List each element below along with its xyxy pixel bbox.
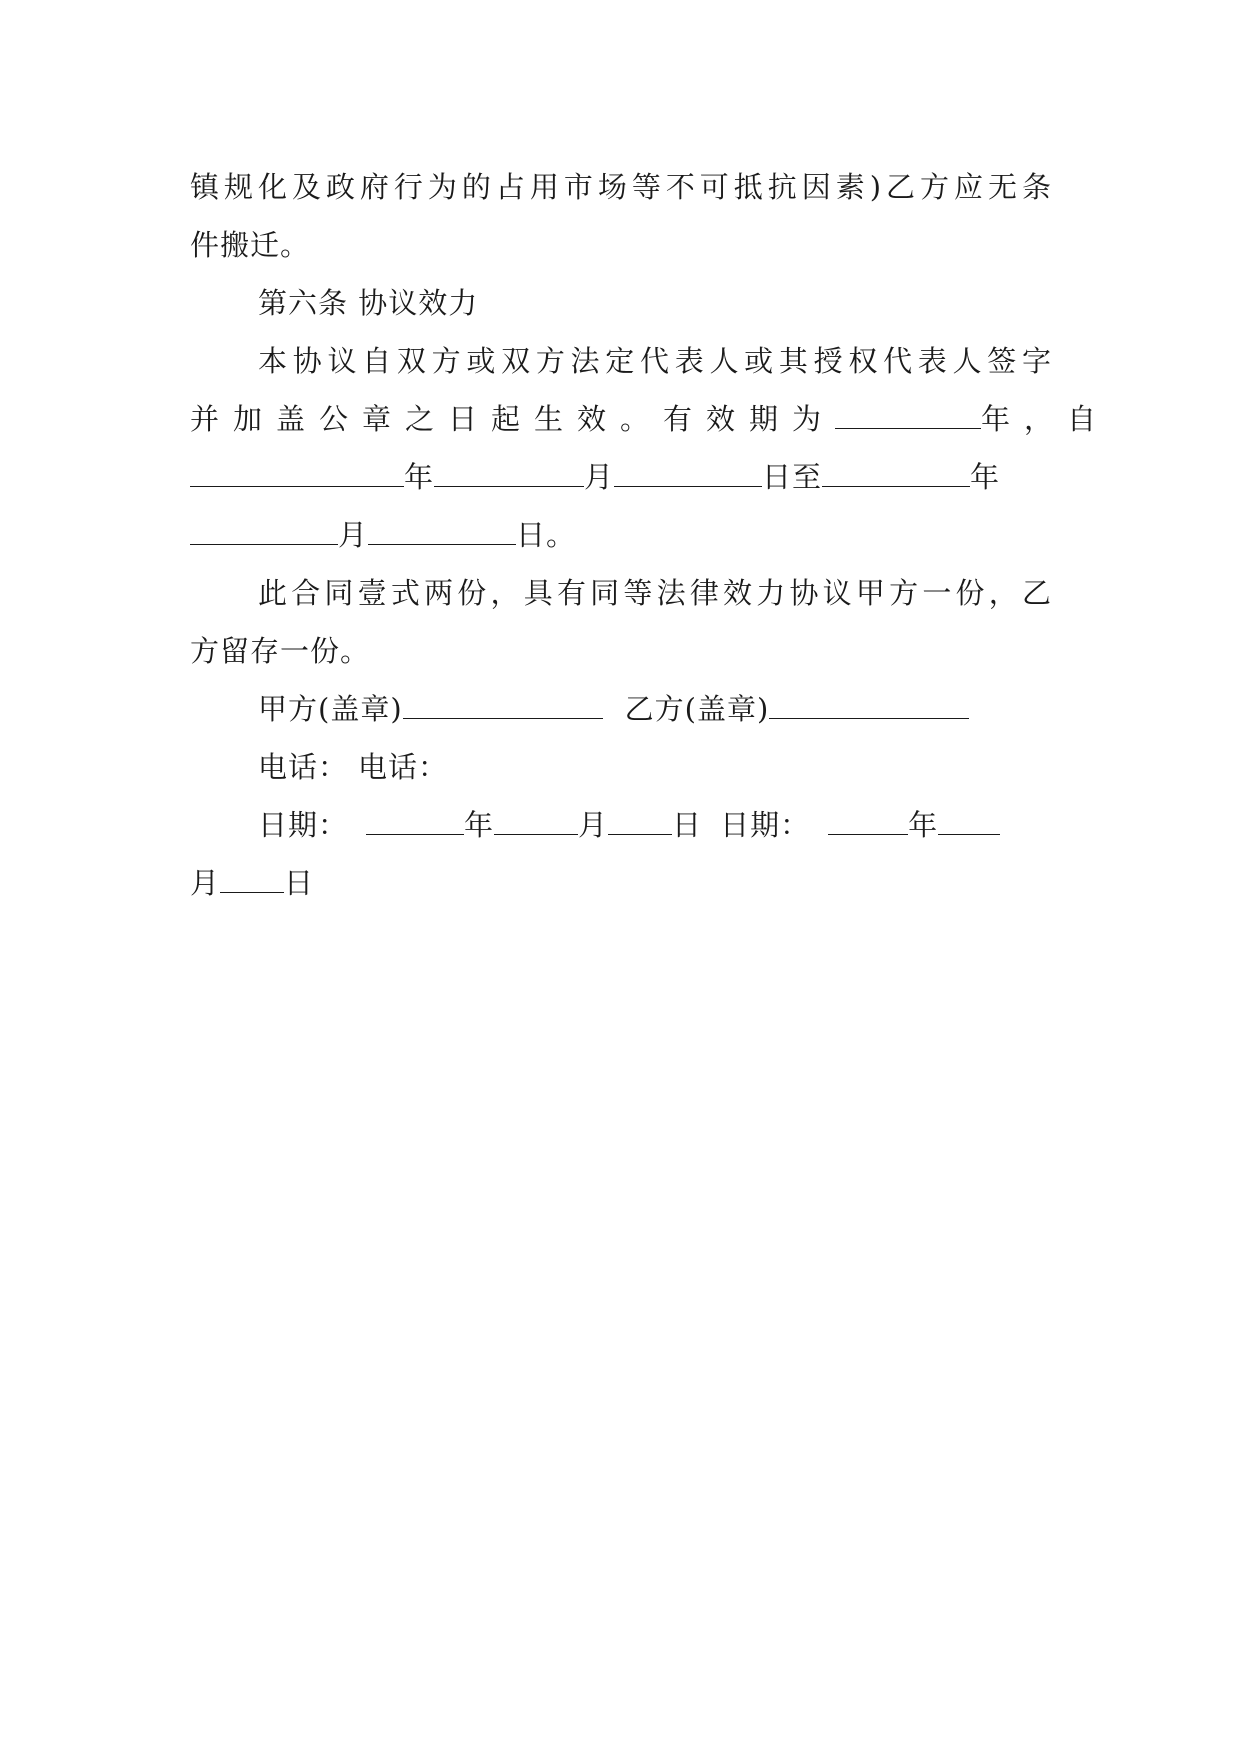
fill-in-blank [190, 464, 404, 487]
phone-a-label: 电话： [258, 750, 349, 784]
paragraph-line [190, 390, 1111, 448]
text-span: 日。 [516, 518, 577, 552]
text-span: 月 [190, 866, 221, 900]
text-span: 并加盖公章之日起生效。有效期为 [190, 402, 836, 436]
phone-b-label: 电话： [358, 750, 449, 784]
fill-in-blank [608, 812, 672, 835]
text-span: 日 [284, 866, 315, 900]
fill-in-blank [822, 464, 970, 487]
fill-in-blank [938, 812, 1000, 835]
party-a-seal-label: 甲方(盖章) [258, 692, 403, 726]
text-span: 月 [578, 808, 609, 842]
fill-in-blank [368, 522, 516, 545]
fill-in-blank [494, 812, 578, 835]
date-line [190, 796, 1052, 854]
text-span: 月 [584, 460, 615, 494]
text-span: 年 [404, 460, 435, 494]
date-b-label: 日期： [720, 808, 811, 842]
paragraph-line: 方留存一份。 [190, 634, 371, 668]
paragraph-line: 本协议自双方或双方法定代表人或其授权代表人签字 [258, 344, 1052, 378]
fill-in-blank [403, 696, 603, 719]
text-span: 月 [338, 518, 369, 552]
text-span: 日至 [762, 460, 823, 494]
date-a-label: 日期： [258, 808, 349, 842]
fill-in-blank [190, 522, 338, 545]
paragraph-line [190, 506, 1052, 564]
text-span: 年 [970, 460, 1001, 494]
fill-in-blank [769, 696, 969, 719]
fill-in-blank [220, 870, 284, 893]
phone-line [190, 738, 1052, 796]
fill-in-blank [835, 406, 981, 429]
paragraph-line [190, 448, 1052, 506]
text-span: 日 [672, 808, 703, 842]
fill-in-blank [434, 464, 584, 487]
date-line-continued [190, 854, 1052, 912]
document-body [190, 158, 1111, 912]
paragraph-line: 镇规化及政府行为的占用市场等不可抵抗因素)乙方应无条 [190, 170, 1052, 204]
text-span: 年，自 [981, 402, 1111, 436]
article-heading: 第六条 协议效力 [258, 286, 479, 320]
fill-in-blank [828, 812, 908, 835]
fill-in-blank [366, 812, 464, 835]
paragraph-line: 件搬迁。 [190, 228, 311, 262]
text-span: 年 [908, 808, 939, 842]
paragraph-line: 此合同壹式两份，具有同等法律效力协议甲方一份，乙 [258, 576, 1052, 610]
text-span: 年 [464, 808, 495, 842]
signature-line [190, 680, 1052, 738]
party-b-seal-label: 乙方(盖章) [624, 692, 770, 726]
fill-in-blank [614, 464, 762, 487]
